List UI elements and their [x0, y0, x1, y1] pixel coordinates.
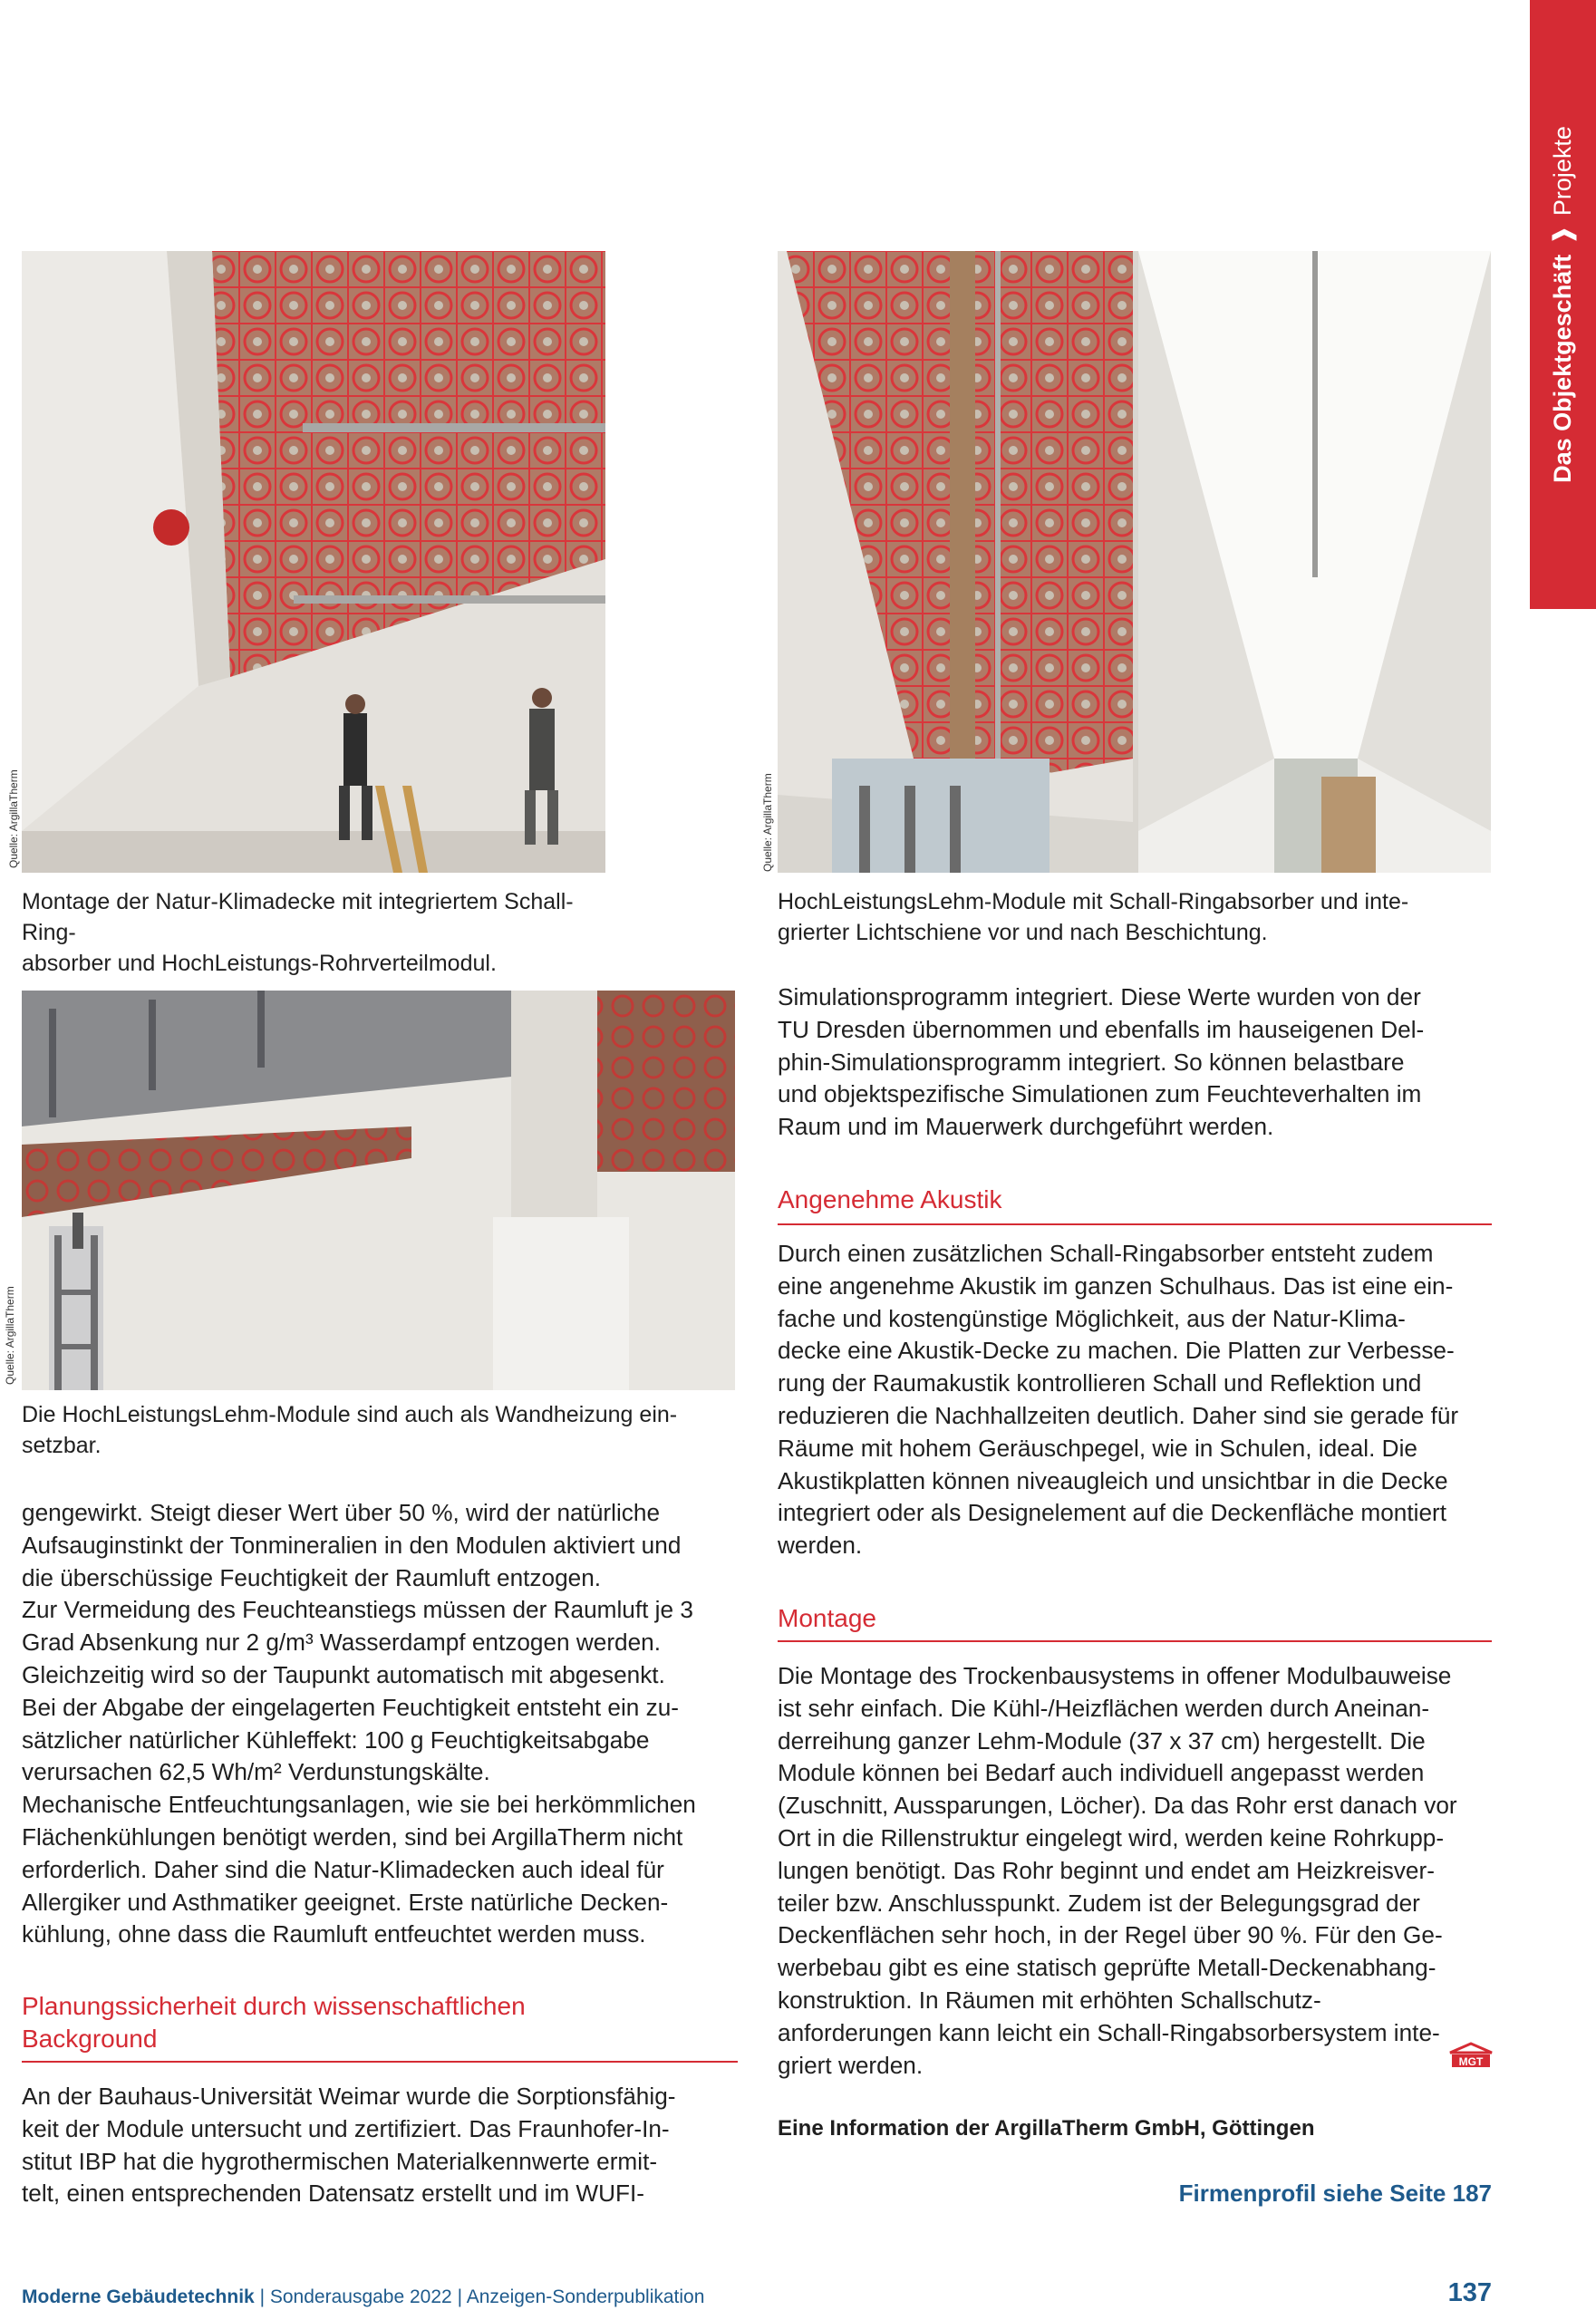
body-text-akustik [778, 1238, 1492, 1562]
text-line: Allergiker und Asthmatiker geeignet. Erste natürliche Decken- [22, 1888, 669, 1916]
text-line: Raum und im Mauerwerk durchgeführt werden. [778, 1113, 1274, 1141]
text-line: integriert oder als Designelement auf die Deckenfläche montiert [778, 1499, 1447, 1527]
text-line: keit der Module untersucht und zertifiziert. Das Fraunhofer-In- [22, 2114, 670, 2142]
body-text-left [22, 1497, 738, 1951]
heading-rule [778, 1640, 1492, 1642]
photo-caption [22, 1399, 747, 1461]
text-line: teiler bzw. Anschlusspunkt. Zudem ist der Belegungsgrad der [778, 1889, 1420, 1917]
caption-line: absorber und HochLeistungs-Rohrverteilmodul. [22, 951, 497, 976]
text-line: Die Montage des Trockenbausystems in offener Modulbauweise [778, 1662, 1452, 1689]
text-line: Ort in die Rillenstruktur eingelegt wird, werden keine Rohrkupp- [778, 1823, 1445, 1851]
text-line: (Zuschnitt, Aussparungen, Löcher). Da das Rohr erst danach vor [778, 1792, 1457, 1820]
section-heading-akustik: Angenehme Akustik [778, 1185, 1002, 1213]
photo-ceiling-modules-before-after [778, 251, 1491, 873]
text-line: gengewirkt. Steigt dieser Wert über 50 %, wird der natürliche [22, 1499, 661, 1526]
text-line: Grad Absenkung nur 2 g/m³ Wasserdampf entzogen werden. [22, 1629, 662, 1657]
text-line: Bei der Abgabe der eingelagerten Feuchtigkeit entsteht ein zu- [22, 1693, 680, 1721]
text-line: TU Dresden übernommen und ebenfalls im hauseigenen Del- [778, 1015, 1425, 1043]
text-line: Aufsauginstinkt der Tonmineralien in den Modulen aktiviert und [22, 1531, 682, 1559]
company-info: Eine Information der ArgillaTherm GmbH, Göttingen [778, 2116, 1315, 2141]
text-line: Flächenkühlungen benötigt werden, sind bei ArgillaTherm nicht [22, 1822, 683, 1851]
photo-credit: Quelle: ArgillaTherm [761, 773, 774, 872]
text-line: sätzlicher natürlicher Kühleffekt: 100 g Feuchtigkeitsabgabe [22, 1726, 650, 1754]
text-line: verursachen 62,5 Wh/m² Verdunstungskälte. [22, 1758, 490, 1786]
text-line: Gleichzeitig wird so der Taupunkt automatisch mit abgesenkt. [22, 1660, 665, 1688]
heading-rule [22, 2061, 738, 2063]
text-line: decke eine Akustik-Decke zu machen. Die Platten zur Verbesse- [778, 1337, 1455, 1365]
text-line: phin-Simulationsprogramm integriert. So können belastbare [778, 1048, 1405, 1076]
text-line: Simulationsprogramm integriert. Diese Werte wurden von der [778, 983, 1421, 1010]
company-profile-link[interactable]: Firmenprofil siehe Seite 187 [1178, 2180, 1492, 2207]
caption-line: setzbar. [22, 1433, 102, 1458]
text-line: werden. [778, 1532, 863, 1560]
section-tab [1530, 0, 1596, 609]
section-label: Das Objektgeschäft [1548, 254, 1576, 483]
footer-separator: | [457, 2286, 463, 2307]
heading-line: Planungssicherheit durch wissenschaftlichen [22, 1992, 526, 2020]
text-line: An der Bauhaus-Universität Weimar wurde die Sorptionsfähig- [22, 2083, 676, 2110]
caption-line: Die HochLeistungsLehm-Module sind auch als Wandheizung ein- [22, 1402, 678, 1427]
text-line: die überschüssige Feuchtigkeit der Raumluft entzogen. [22, 1563, 602, 1591]
caption-line: HochLeistungsLehm-Module mit Schall-Ringabsorber und inte- [778, 889, 1409, 914]
text-line: Zur Vermeidung des Feuchteanstiegs müssen der Raumluft je 3 [22, 1596, 693, 1624]
photo-caption [22, 886, 620, 979]
text-line: Mechanische Entfeuchtungsanlagen, wie sie bei herkömmlichen [22, 1791, 696, 1819]
text-line: Durch einen zusätzlichen Schall-Ringabsorber entsteht zudem [778, 1240, 1434, 1267]
text-line: Module können bei Bedarf auch individuell angepasst werden [778, 1759, 1425, 1787]
body-text-montage [778, 1660, 1492, 2082]
body-text-planning [22, 2081, 738, 2210]
svg-text:MGT: MGT [1458, 2055, 1484, 2068]
text-line: Deckenflächen sehr hoch, in der Regel über 90 %. Für den Ge- [778, 1921, 1443, 1949]
text-line: erforderlich. Daher sind die Natur-Klimadecken auch ideal für [22, 1855, 664, 1883]
text-line: fache und kostengünstige Möglichkeit, aus der Natur-Klima- [778, 1304, 1406, 1332]
subsection-label: Projekte [1548, 126, 1576, 217]
text-line: rung der Raumakustik kontrollieren Schall und Reflektion und [778, 1369, 1422, 1397]
text-line: Akustikplatten können niveaugleich und unsichtbar in die Decke [778, 1466, 1448, 1494]
photo-wall-heating [22, 991, 735, 1390]
photo-credit: Quelle: ArgillaTherm [4, 1286, 16, 1385]
chevron-right-icon: ❱ [1548, 225, 1576, 246]
caption-line: Montage der Natur-Klimadecke mit integriertem Schall-Ring- [22, 889, 574, 945]
text-line: Räume mit hohem Geräuschpegel, wie in Schulen, ideal. Die [778, 1434, 1417, 1462]
heading-line: Background [22, 2025, 158, 2053]
page-number: 137 [1447, 2278, 1492, 2307]
text-line: ist sehr einfach. Die Kühl-/Heizflächen werden durch Aneinan- [778, 1694, 1430, 1722]
heading-rule [778, 1223, 1492, 1225]
text-line: lungen benötigt. Das Rohr beginnt und endet am Heizkreisver- [778, 1856, 1435, 1884]
text-line: kühlung, ohne dass die Raumluft entfeuchtet werden muss. [22, 1920, 646, 1948]
text-line: und objektspezifische Simulationen zum Feuchteverhalten im [778, 1080, 1422, 1108]
text-line: werbebau gibt es eine statisch geprüfte Metall-Deckenabhang- [778, 1954, 1436, 1982]
section-heading-montage: Montage [778, 1604, 876, 1632]
footer-separator: | [259, 2286, 266, 2307]
text-line: derreihung ganzer Lehm-Module (37 x 37 cm) hergestellt. Die [778, 1726, 1426, 1754]
text-line: telt, einen entsprechenden Datensatz erstellt und im WUFI- [22, 2180, 645, 2208]
footer [22, 2286, 704, 2308]
text-line: anforderungen kann leicht ein Schall-Ringabsorbersystem inte- [778, 2018, 1440, 2046]
text-line: eine angenehme Akustik im ganzen Schulhaus. Das ist eine ein- [778, 1271, 1454, 1300]
photo-caption [778, 886, 1503, 948]
caption-line: grierter Lichtschiene vor und nach Beschichtung. [778, 920, 1268, 945]
photo-credit: Quelle: ArgillaTherm [7, 769, 20, 868]
text-line: stitut IBP hat die hygrothermischen Materialkennwerte ermit- [22, 2147, 658, 2175]
body-text-simulation [778, 981, 1492, 1144]
text-line: reduzieren die Nachhallzeiten deutlich. Daher sind sie gerade für [778, 1401, 1459, 1429]
photo-ceiling-installation [22, 251, 605, 873]
issue-label: Sonderausgabe 2022 [269, 2286, 452, 2307]
section-heading-planning [22, 1990, 738, 2055]
mgt-logo [1446, 2042, 1495, 2074]
text-line: griert werden. [778, 2051, 924, 2079]
magazine-title: Moderne Gebäudetechnik [22, 2286, 255, 2307]
publication-type: Anzeigen-Sonderpublikation [466, 2286, 705, 2307]
text-line: konstruktion. In Räumen mit erhöhten Schallschutz- [778, 1986, 1321, 2014]
